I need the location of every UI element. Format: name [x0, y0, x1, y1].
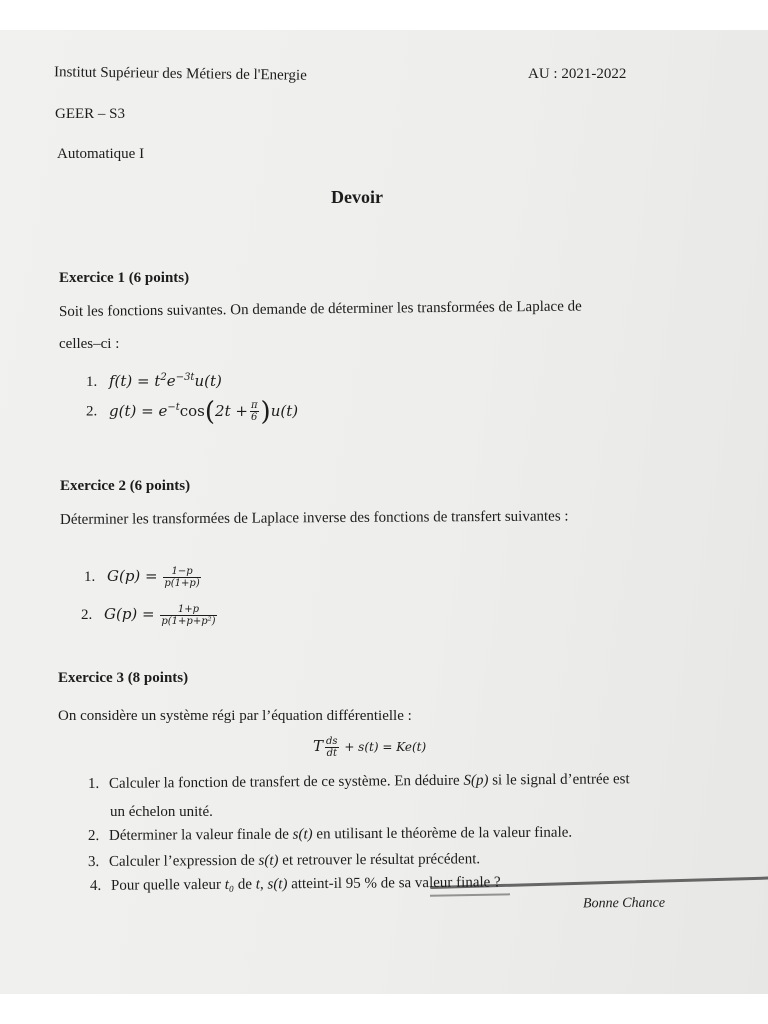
page-title: Devoir	[331, 187, 383, 207]
top-margin	[0, 0, 768, 30]
exercise3-question4: 4. Pour quelle valeur t₀ de t, s(t) atteint-il 95 % de sa valeur finale ?	[89, 874, 501, 894]
exercise3-question3: 3. Calculer l’expression de s(t) et retrouver le résultat précédent.	[87, 851, 481, 870]
class-name: GEER – S3	[55, 106, 126, 122]
exercise3-question1: 1. Calculer la fonction de transfert de ce système. En déduire S(p) si le signal d’entrée est	[87, 771, 630, 792]
formula-G1-fraction: $\frac{1-p}{p(1+p)}$	[164, 566, 200, 589]
scan-artifact-line	[430, 893, 510, 896]
exercise3-intro: On considère un système régi par l’équation différentielle :	[58, 708, 412, 724]
exercise3-question2: 2. Déterminer la valeur finale de s(t) en utilisant le théorème de la valeur finale.	[87, 824, 573, 844]
exam-sheet	[0, 30, 768, 994]
exercise3-question1-line2: un échelon unité.	[110, 804, 213, 820]
academic-year: AU : 2021-2022	[528, 66, 627, 82]
item-number: 2.	[86, 403, 98, 420]
institution-name: Institut Supérieur des Métiers de l'Energie	[53, 64, 307, 84]
item-number: 1.	[86, 374, 98, 390]
exercise1-heading: Exercice 1 (6 points)	[59, 270, 190, 286]
exercise2-item1: 1. G(p) = $\frac{1-p}{p(1+p)}$	[84, 566, 200, 589]
formula-G2-fraction: $\frac{1+p}{\text{p(1+p+p²)}}$	[161, 604, 216, 627]
exercise1-intro-line2: celles–ci :	[59, 336, 120, 352]
exercise2-item2: 2. G(p) = $\frac{1+p}{\text{p(1+p+p²)}}$	[81, 604, 216, 627]
formula-f: $f(t) = t^2e^{-3t}u(t)$	[109, 372, 222, 390]
formula-g: $g(t) = e^{-t}\cos(2t$ + $\frac{\pi}{6}$ )u(t)	[109, 396, 299, 427]
exercise1-item2	[86, 396, 299, 427]
exercise3-heading: Exercice 3 (8 points)	[58, 670, 189, 686]
course-name: Automatique I	[57, 146, 145, 162]
exercise2-heading: Exercice 2 (6 points)	[60, 478, 191, 494]
exercise2-intro: Déterminer les transformées de Laplace inverse des fonctions de transfert suivantes :	[59, 508, 569, 528]
exercise1-item1	[86, 372, 222, 391]
differential-equation: T $\frac{ds}{dt}$ + s(t) = Ke(t)	[313, 736, 427, 759]
formula-G1-lhs: G(p) =	[107, 566, 158, 585]
exercise1-intro-line1: Soit les fonctions suivantes. On demande de déterminer les transformées de Laplace de	[58, 298, 582, 320]
closing-text: Bonne Chance	[582, 895, 666, 912]
bottom-margin	[0, 994, 768, 1024]
formula-G2-lhs: G(p) =	[104, 604, 155, 623]
